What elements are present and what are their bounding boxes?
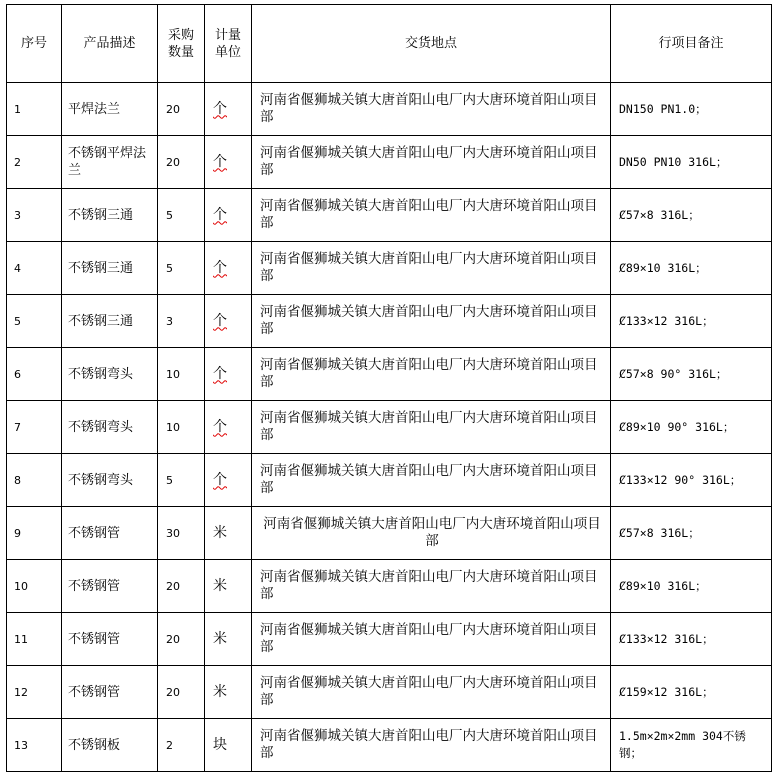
cell-qty: 5 (158, 454, 205, 507)
cell-location: 河南省偃狮城关镇大唐首阳山电厂内大唐环境首阳山项目部 (252, 401, 611, 454)
table-row (7, 401, 772, 454)
cell-index: 8 (7, 454, 62, 507)
table-row (7, 136, 772, 189)
cell-note: Ȼ159×12 316L； (611, 666, 772, 719)
cell-product: 不锈钢弯头 (62, 348, 158, 401)
cell-product: 不锈钢弯头 (62, 401, 158, 454)
cell-index: 2 (7, 136, 62, 189)
cell-qty: 30 (158, 507, 205, 560)
cell-unit: 个 (205, 348, 252, 401)
table-row (7, 83, 772, 136)
header-note: 行项目备注 (611, 5, 772, 83)
cell-product: 不锈钢管 (62, 560, 158, 613)
cell-index: 3 (7, 189, 62, 242)
cell-index: 9 (7, 507, 62, 560)
cell-product: 不锈钢板 (62, 719, 158, 772)
cell-product: 不锈钢平焊法兰 (62, 136, 158, 189)
cell-qty: 2 (158, 719, 205, 772)
cell-unit: 米 (205, 666, 252, 719)
table-row (7, 454, 772, 507)
header-index: 序号 (7, 5, 62, 83)
cell-product: 不锈钢管 (62, 613, 158, 666)
cell-product: 不锈钢三通 (62, 295, 158, 348)
table-row (7, 560, 772, 613)
cell-note: Ȼ133×12 316L； (611, 613, 772, 666)
cell-unit: 个 (205, 189, 252, 242)
header-qty (158, 5, 205, 83)
cell-index: 11 (7, 613, 62, 666)
cell-unit: 个 (205, 454, 252, 507)
cell-qty: 20 (158, 613, 205, 666)
cell-location: 河南省偃狮城关镇大唐首阳山电厂内大唐环境首阳山项目部 (252, 295, 611, 348)
cell-location: 河南省偃狮城关镇大唐首阳山电厂内大唐环境首阳山项目部 (252, 83, 611, 136)
cell-index: 7 (7, 401, 62, 454)
table-row (7, 613, 772, 666)
cell-note: Ȼ89×10 316L； (611, 560, 772, 613)
cell-location: 河南省偃狮城关镇大唐首阳山电厂内大唐环境首阳山项目部 (252, 242, 611, 295)
table-row (7, 295, 772, 348)
table-row (7, 507, 772, 560)
table-row (7, 242, 772, 295)
cell-location: 河南省偃狮城关镇大唐首阳山电厂内大唐环境首阳山项目部 (252, 666, 611, 719)
cell-qty: 20 (158, 83, 205, 136)
cell-note: 1.5m×2m×2mm 304不锈钢； (611, 719, 772, 772)
cell-location: 河南省偃狮城关镇大唐首阳山电厂内大唐环境首阳山项目部 (252, 189, 611, 242)
cell-note: Ȼ133×12 316L； (611, 295, 772, 348)
cell-qty: 10 (158, 348, 205, 401)
header-unit-line1: 计量 (214, 27, 241, 43)
cell-unit: 个 (205, 401, 252, 454)
cell-unit: 个 (205, 242, 252, 295)
cell-index: 12 (7, 666, 62, 719)
header-location: 交货地点 (252, 5, 611, 83)
cell-product: 不锈钢管 (62, 666, 158, 719)
cell-qty: 10 (158, 401, 205, 454)
cell-index: 5 (7, 295, 62, 348)
cell-unit: 块 (205, 719, 252, 772)
cell-location: 河南省偃狮城关镇大唐首阳山电厂内大唐环境首阳山项目部 (252, 454, 611, 507)
header-qty-line1: 采购 (167, 27, 194, 43)
cell-location: 河南省偃狮城关镇大唐首阳山电厂内大唐环境首阳山项目部 (252, 348, 611, 401)
cell-note: Ȼ133×12 90° 316L； (611, 454, 772, 507)
cell-unit: 米 (205, 613, 252, 666)
cell-location: 河南省偃狮城关镇大唐首阳山电厂内大唐环境首阳山项目部 (252, 507, 611, 560)
cell-note: DN150 PN1.0； (611, 83, 772, 136)
cell-product: 不锈钢三通 (62, 189, 158, 242)
cell-index: 1 (7, 83, 62, 136)
cell-location: 河南省偃狮城关镇大唐首阳山电厂内大唐环境首阳山项目部 (252, 613, 611, 666)
cell-location: 河南省偃狮城关镇大唐首阳山电厂内大唐环境首阳山项目部 (252, 719, 611, 772)
cell-index: 13 (7, 719, 62, 772)
cell-location: 河南省偃狮城关镇大唐首阳山电厂内大唐环境首阳山项目部 (252, 560, 611, 613)
table-row (7, 666, 772, 719)
cell-qty: 20 (158, 666, 205, 719)
cell-qty: 5 (158, 189, 205, 242)
cell-qty: 5 (158, 242, 205, 295)
table-row (7, 348, 772, 401)
cell-location: 河南省偃狮城关镇大唐首阳山电厂内大唐环境首阳山项目部 (252, 136, 611, 189)
cell-product: 平焊法兰 (62, 83, 158, 136)
cell-qty: 3 (158, 295, 205, 348)
cell-note: DN50 PN10 316L； (611, 136, 772, 189)
cell-index: 6 (7, 348, 62, 401)
cell-product: 不锈钢弯头 (62, 454, 158, 507)
cell-unit: 个 (205, 136, 252, 189)
header-unit (205, 5, 252, 83)
header-unit-line2: 单位 (214, 44, 241, 60)
cell-qty: 20 (158, 136, 205, 189)
header-row (7, 5, 772, 83)
header-qty-line2: 数量 (167, 44, 194, 60)
cell-product: 不锈钢管 (62, 507, 158, 560)
cell-index: 4 (7, 242, 62, 295)
cell-index: 10 (7, 560, 62, 613)
table-row (7, 189, 772, 242)
header-product: 产品描述 (62, 5, 158, 83)
cell-note: Ȼ57×8 316L； (611, 507, 772, 560)
table-row (7, 719, 772, 772)
cell-unit: 米 (205, 560, 252, 613)
cell-product: 不锈钢三通 (62, 242, 158, 295)
cell-note: Ȼ57×8 90° 316L； (611, 348, 772, 401)
cell-unit: 个 (205, 295, 252, 348)
cell-qty: 20 (158, 560, 205, 613)
cell-note: Ȼ57×8 316L； (611, 189, 772, 242)
cell-unit: 米 (205, 507, 252, 560)
cell-note: Ȼ89×10 90° 316L； (611, 401, 772, 454)
cell-note: Ȼ89×10 316L； (611, 242, 772, 295)
purchase-table (6, 4, 772, 772)
cell-unit: 个 (205, 83, 252, 136)
